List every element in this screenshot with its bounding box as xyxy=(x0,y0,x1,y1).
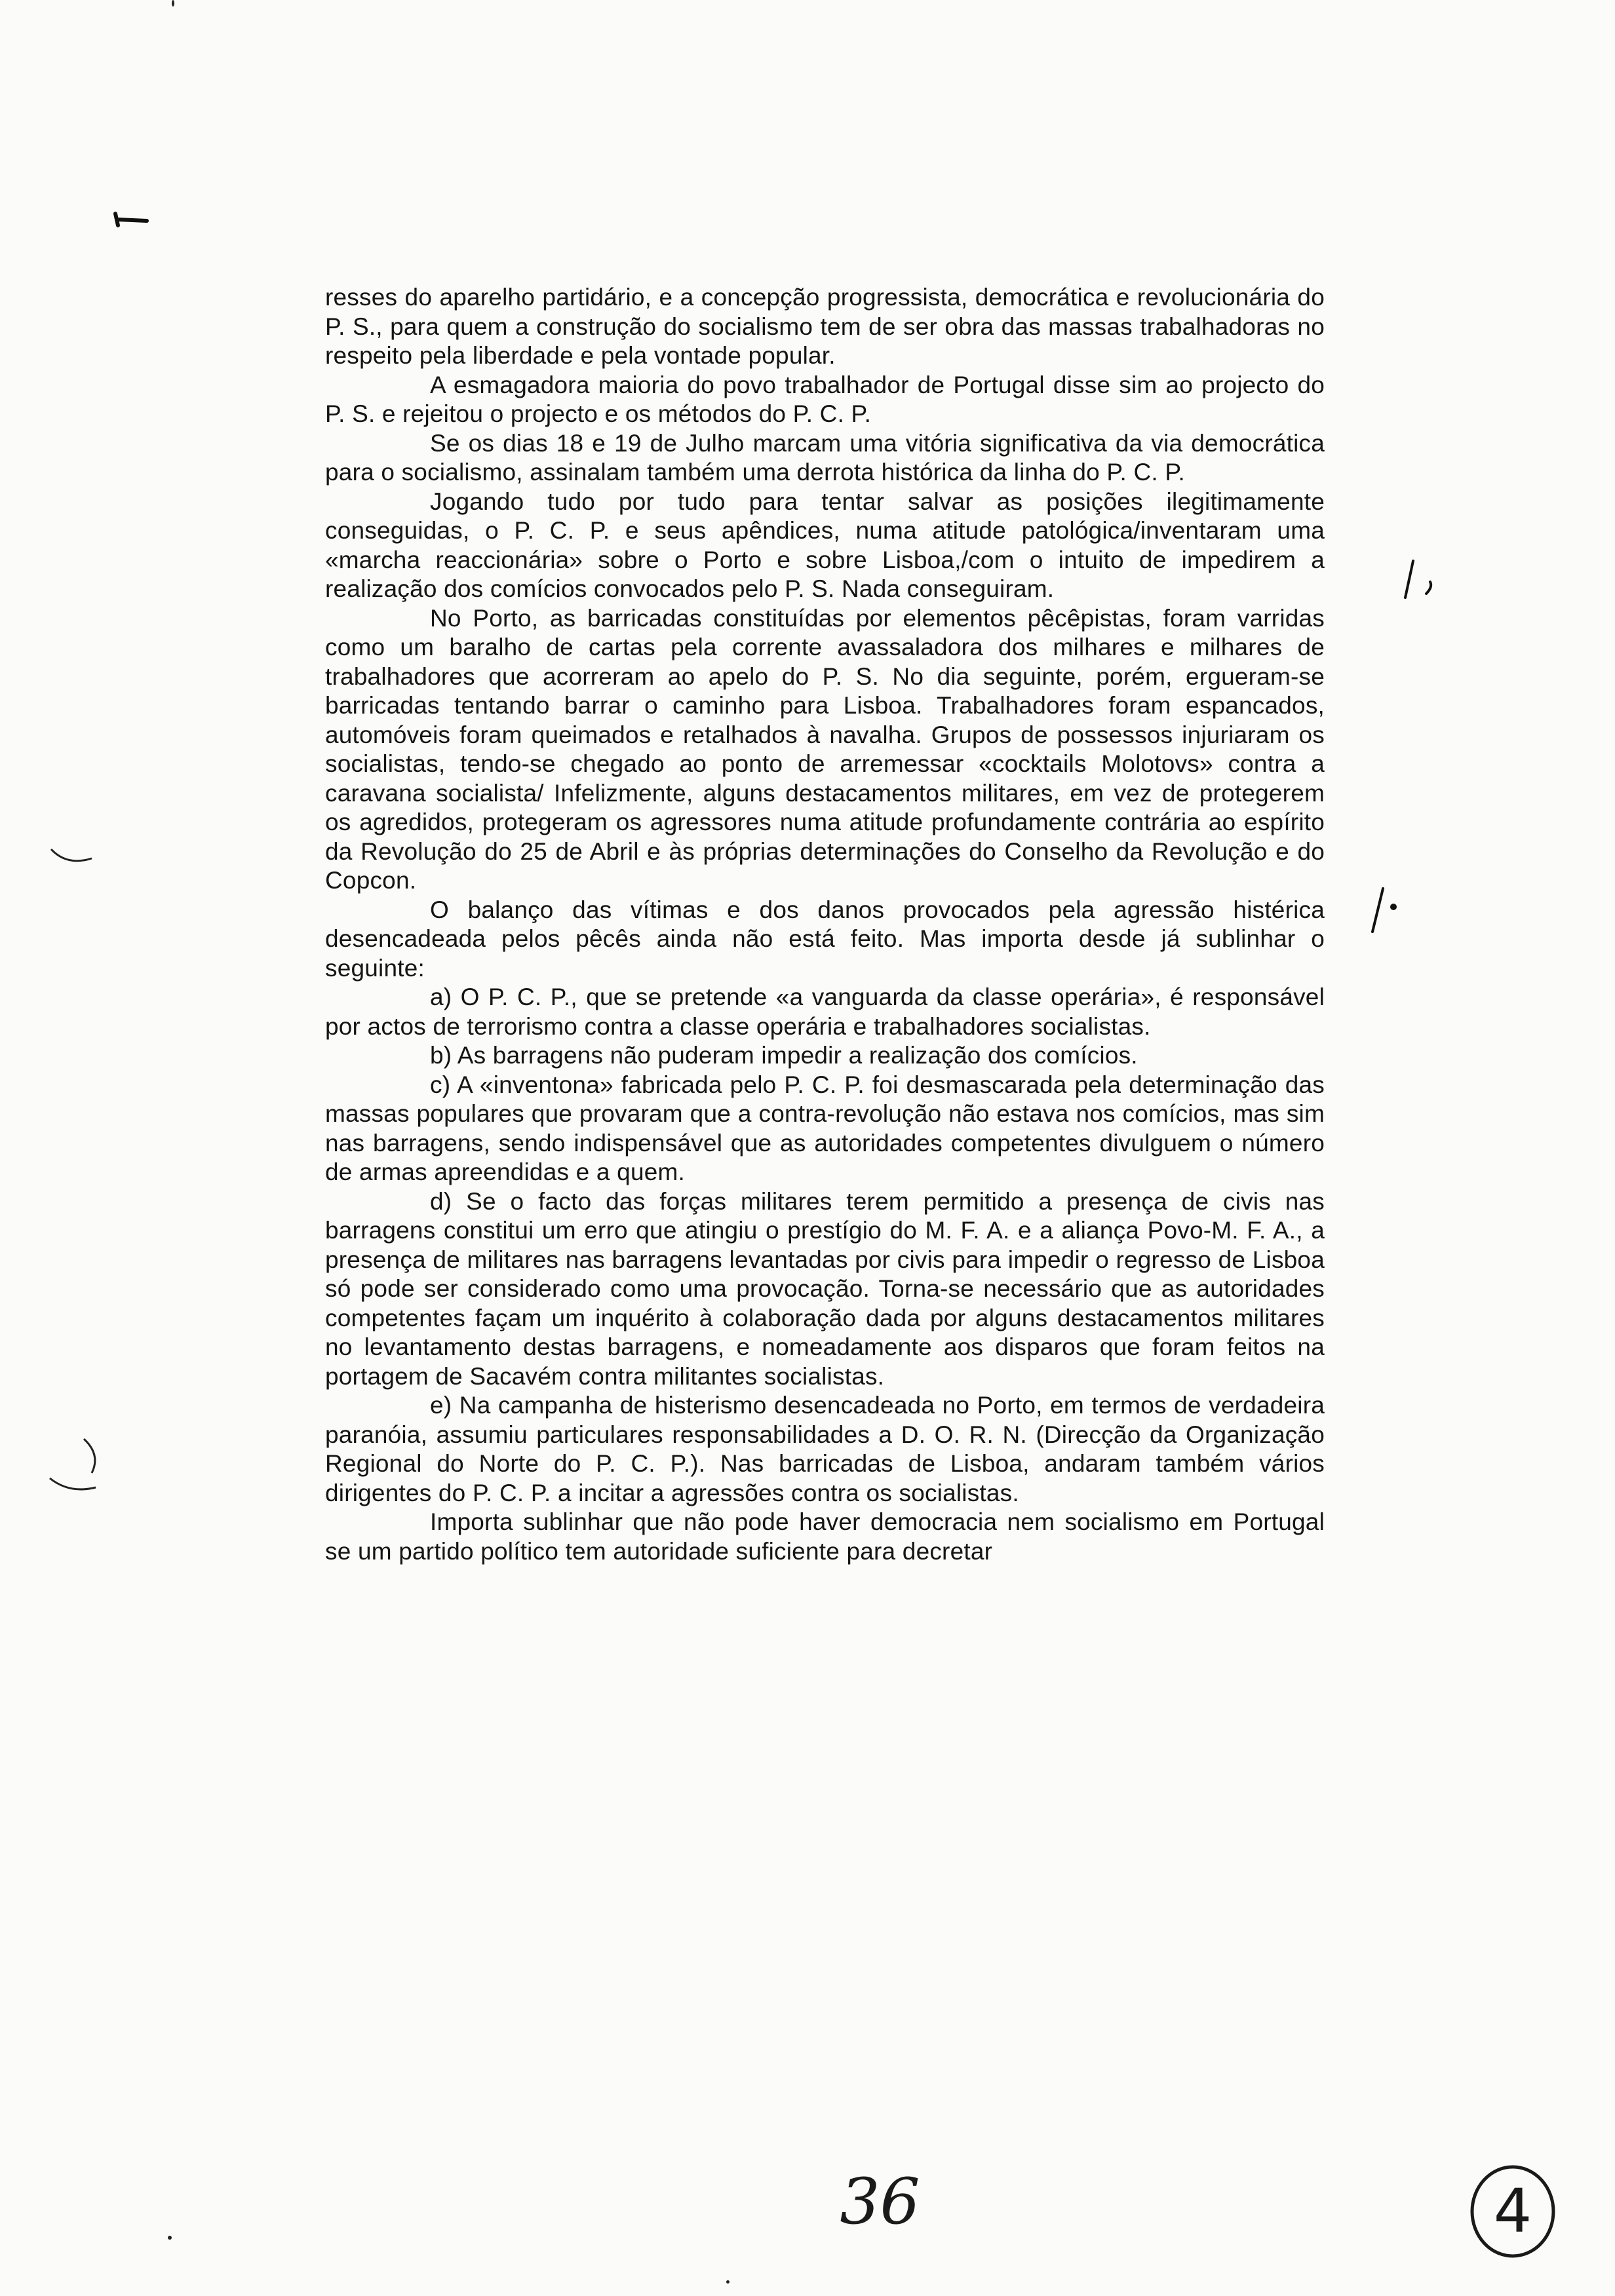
punch-hole-arc-icon xyxy=(46,1435,105,1507)
paragraph-final: Importa sublinhar que não pode haver democracia nem socialismo em Portugal se um partido político tem autoridade suficiente para decretar xyxy=(325,1508,1325,1565)
margin-slash-comma-icon xyxy=(1395,557,1441,603)
point-d: d) Se o facto das forças militares terem permitido a presença de civis nas barragens constitui um erro que atingiu o prestígio do M. F. A. e a aliança Povo-M. F. A., a presença de militares nas barragens levantadas por civis para impedir o regresso de Lisboa só pode ser considerado como uma provocação. Torna-se necessário que as autoridades competentes façam um inquérito à colaboração dada por alguns destacamentos militares no levantamento destas barragens, e nomeadamente aos disparos que foram feitos na portagem de Sacavém contra militantes socialistas. xyxy=(325,1187,1325,1390)
arrow-mark-icon xyxy=(113,211,149,228)
point-a: a) O P. C. P., que se pretende «a vanguarda da classe operária», é responsável por actos de terrorismo contra a classe operária e trabalhadores socialistas. xyxy=(325,984,1325,1040)
paragraph-6: O balanço das vítimas e dos danos provocados pela agressão histérica desencadeada pelos pêcês ainda não está feito. Mas importa desde já sublinhar o seguinte: xyxy=(325,896,1325,982)
margin-slash-dot-icon xyxy=(1363,885,1409,937)
punch-hole-arc-icon xyxy=(47,845,100,871)
paragraph-2: A esmagadora maioria do povo trabalhador de Portugal disse sim ao projecto do P. S. e rejeitou o projecto e os métodos do P. C. P. xyxy=(325,371,1325,427)
folio-number: 4 xyxy=(1467,2162,1559,2261)
paragraph-5: No Porto, as barricadas constituídas por elementos pêcêpistas, foram varridas como um baralho de cartas pela corrente avassaladora dos milhares e milhares de trabalhadores que acorreram ao apelo do P. S. No dia seguinte, porém, ergueram-se barricadas tentando barrar o caminho para Lisboa. Trabalhadores foram espancados, automóveis foram queimados e retalhados à navalha. Grupos de possessos injuriaram os socialistas, tendo-se chegado ao ponto de arremessar «cocktails Molotovs» contra a caravana socialista/ Infelizmente, alguns destacamentos militares, em vez de protegerem os agredidos, protegeram os agressores numa atitude profundamente contrária ao espírito da Revolução do 25 de Abril e às próprias determinações do Conselho da Revolução e do Copcon. xyxy=(325,604,1325,894)
scan-speck xyxy=(172,0,174,7)
scan-speck xyxy=(168,2236,172,2240)
paragraph-4: Jogando tudo por tudo para tentar salvar as posições ilegitimamente conseguidas, o P. C. P. e seus apêndices, numa atitude patológica/inventaram uma «marcha reaccionária» sobre o Porto e sobre Lisboa,/com o intuito de impedirem a realização dos comícios convocados pelo P. S. Nada conseguiram. xyxy=(325,488,1325,602)
point-c: c) A «inventona» fabricada pelo P. C. P. foi desmascarada pela determinação das massas populares que provaram que a contra-revolução não estava nos comícios, mas sim nas barragens, sendo indispensável que as autoridades competentes divulguem o número de armas apreendidas e a quem. xyxy=(325,1071,1325,1185)
point-b: b) As barragens não puderam impedir a realização dos comícios. xyxy=(430,1042,1138,1069)
scan-speck xyxy=(726,2280,730,2284)
body-text xyxy=(325,283,1325,1566)
page-number: 36 xyxy=(840,2165,920,2238)
paragraph-3: Se os dias 18 e 19 de Julho marcam uma vitória significativa da via democrática para o socialismo, assinalam também uma derrota histórica da linha do P. C. P. xyxy=(325,429,1325,486)
paragraph-1: resses do aparelho partidário, e a concepção progressista, democrática e revolucionária do P. S., para quem a construção do socialismo tem de ser obra das massas trabalhadoras no respeito pela liberdade e pela vontade popular. xyxy=(325,284,1325,369)
point-e: e) Na campanha de histerismo desencadeada no Porto, em termos de verdadeira paranóia, assumiu particulares responsabilidades a D. O. R. N. (Direcção da Organização Regional do Norte do P. C. P.). Nas barricadas de Lisboa, andaram também vários dirigentes do P. C. P. a incitar a agressões contra os socialistas. xyxy=(325,1392,1325,1506)
